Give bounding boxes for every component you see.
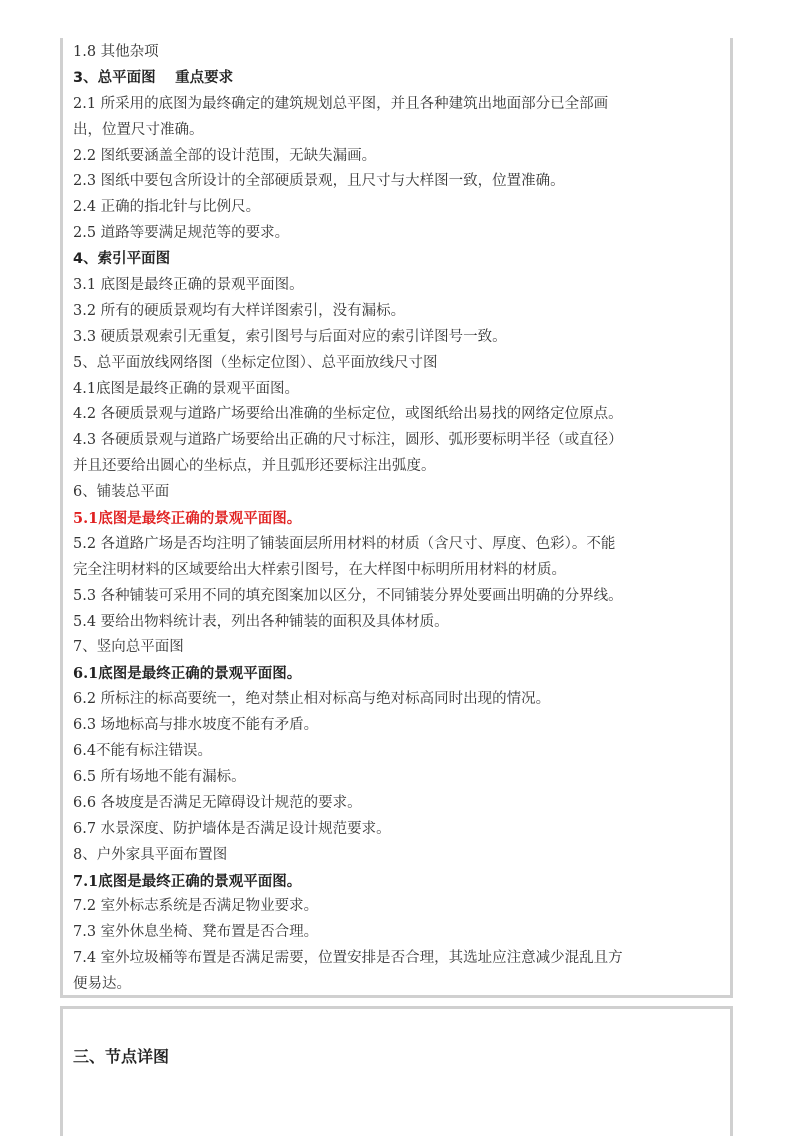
- text-line: 6、铺装总平面: [73, 484, 170, 501]
- text-line: 7、竖向总平面图: [73, 639, 184, 656]
- text-line: 2.2 图纸要涵盖全部的设计范围，无缺失漏画。: [73, 147, 377, 164]
- text-line: 8、户外家具平面布置图: [73, 846, 228, 863]
- text-line: 3.2 所有的硬质景观均有大样详图索引，没有漏标。: [73, 302, 406, 319]
- text-line: 出，位置尺寸准确。: [73, 121, 204, 138]
- text-line: 2.1 所采用的底图为最终确定的建筑规划总平图，并且各种建筑出地面部分已全部画: [73, 95, 609, 112]
- text-line: 7.1底图是最终正确的景观平面图。: [73, 872, 302, 890]
- text-line: 5.1底图是最终正确的景观平面图。: [73, 510, 302, 528]
- text-line: 7.2 室外标志系统是否满足物业要求。: [73, 898, 319, 915]
- text-line: 完全注明材料的区域要给出大样索引图号，在大样图中标明所用材料的材质。: [73, 561, 566, 578]
- text-line: 6.2 所标注的标高要统一，绝对禁止相对标高与绝对标高同时出现的情况。: [73, 691, 551, 708]
- text-line: 6.3 场地标高与排水坡度不能有矛盾。: [73, 717, 319, 734]
- section-title: 三、节点详图: [73, 1047, 170, 1066]
- text-line: 并且还要给出圆心的坐标点，并且弧形还要标注出弧度。: [73, 458, 436, 475]
- text-line: 6.1底图是最终正确的景观平面图。: [73, 665, 302, 683]
- text-line: 6.4不能有标注错误。: [73, 743, 213, 760]
- text-line: 便易达。: [73, 976, 131, 993]
- requirements-list: [73, 40, 733, 998]
- text-line: 3、总平面图 重点要求: [73, 69, 234, 86]
- text-line: 3.3 硬质景观索引无重复，索引图号与后面对应的索引详图号一致。: [73, 328, 507, 345]
- text-line: 4、索引平面图: [73, 251, 171, 268]
- text-line: 6.7 水景深度、防护墙体是否满足设计规范要求。: [73, 820, 391, 837]
- text-line: 2.4 正确的指北针与比例尺。: [73, 199, 261, 216]
- next-section-box: [60, 1006, 733, 1136]
- text-line: 2.5 道路等要满足规范等的要求。: [73, 225, 290, 242]
- text-line: 3.1 底图是最终正确的景观平面图。: [73, 277, 304, 294]
- text-line: 4.1底图是最终正确的景观平面图。: [73, 380, 300, 397]
- text-line: 5、总平面放线网络图（坐标定位图）、总平面放线尺寸图: [73, 354, 438, 371]
- text-line: 6.6 各坡度是否满足无障碍设计规范的要求。: [73, 794, 362, 811]
- text-line: 1.8 其他杂项: [73, 44, 159, 60]
- text-line: 7.3 室外休息坐椅、凳布置是否合理。: [73, 924, 319, 941]
- text-line: 4.2 各硬质景观与道路广场要给出准确的坐标定位，或图纸给出易找的网络定位原点。: [73, 406, 623, 423]
- text-line: 5.4 要给出物料统计表，列出各种铺装的面积及具体材质。: [73, 613, 449, 630]
- text-line: 5.2 各道路广场是否均注明了铺装面层所用材料的材质（含尺寸、厚度、色彩）。不能: [73, 535, 616, 552]
- text-line: 4.3 各硬质景观与道路广场要给出正确的尺寸标注，圆形、弧形要标明半径（或直径）: [73, 432, 623, 449]
- text-line: 6.5 所有场地不能有漏标。: [73, 768, 246, 785]
- text-line: 2.3 图纸中要包含所设计的全部硬质景观，且尺寸与大样图一致，位置准确。: [73, 173, 565, 190]
- text-line: 7.4 室外垃圾桶等布置是否满足需要，位置安排是否合理，其选址应注意减少混乱且方: [73, 950, 623, 967]
- text-line: 5.3 各种铺装可采用不同的填充图案加以区分，不同铺装分界处要画出明确的分界线。: [73, 587, 623, 604]
